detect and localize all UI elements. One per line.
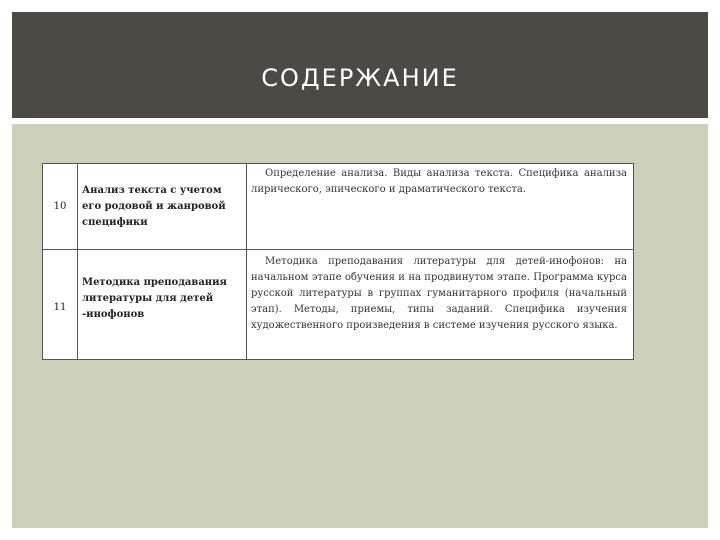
topic-title: Анализ текста с учетом его родовой и жанровой специфики <box>82 185 226 228</box>
topic-description: Определение анализа. Виды анализа текста. Специфика анализа лирического, эпического и драматического текста. <box>251 168 627 195</box>
table-row <box>43 250 633 359</box>
slide-title: СОДЕРЖАНИЕ <box>261 64 459 92</box>
topic-title: Методика преподавания литературы для детей -инофонов <box>82 277 227 320</box>
content-table <box>42 163 634 360</box>
topic-description: Методика преподавания литературы для детей-инофонов: на начальном этапе обучения и на продвинутом этапе. Программа курса русской литературы в группах гуманитарного профиля (начальный этап). Методы, приемы, типы заданий. Специфика изучения художественного произведения в системе изучения русского языка. <box>251 256 627 331</box>
row-number: 11 <box>53 302 67 313</box>
title-bar <box>12 12 708 118</box>
row-number-cell <box>43 250 78 359</box>
topic-cell <box>78 250 247 359</box>
row-number-cell <box>43 164 78 249</box>
description-cell <box>247 250 633 359</box>
description-cell <box>247 164 633 249</box>
topic-cell <box>78 164 247 249</box>
row-number: 10 <box>53 201 67 212</box>
table-row <box>43 164 633 250</box>
